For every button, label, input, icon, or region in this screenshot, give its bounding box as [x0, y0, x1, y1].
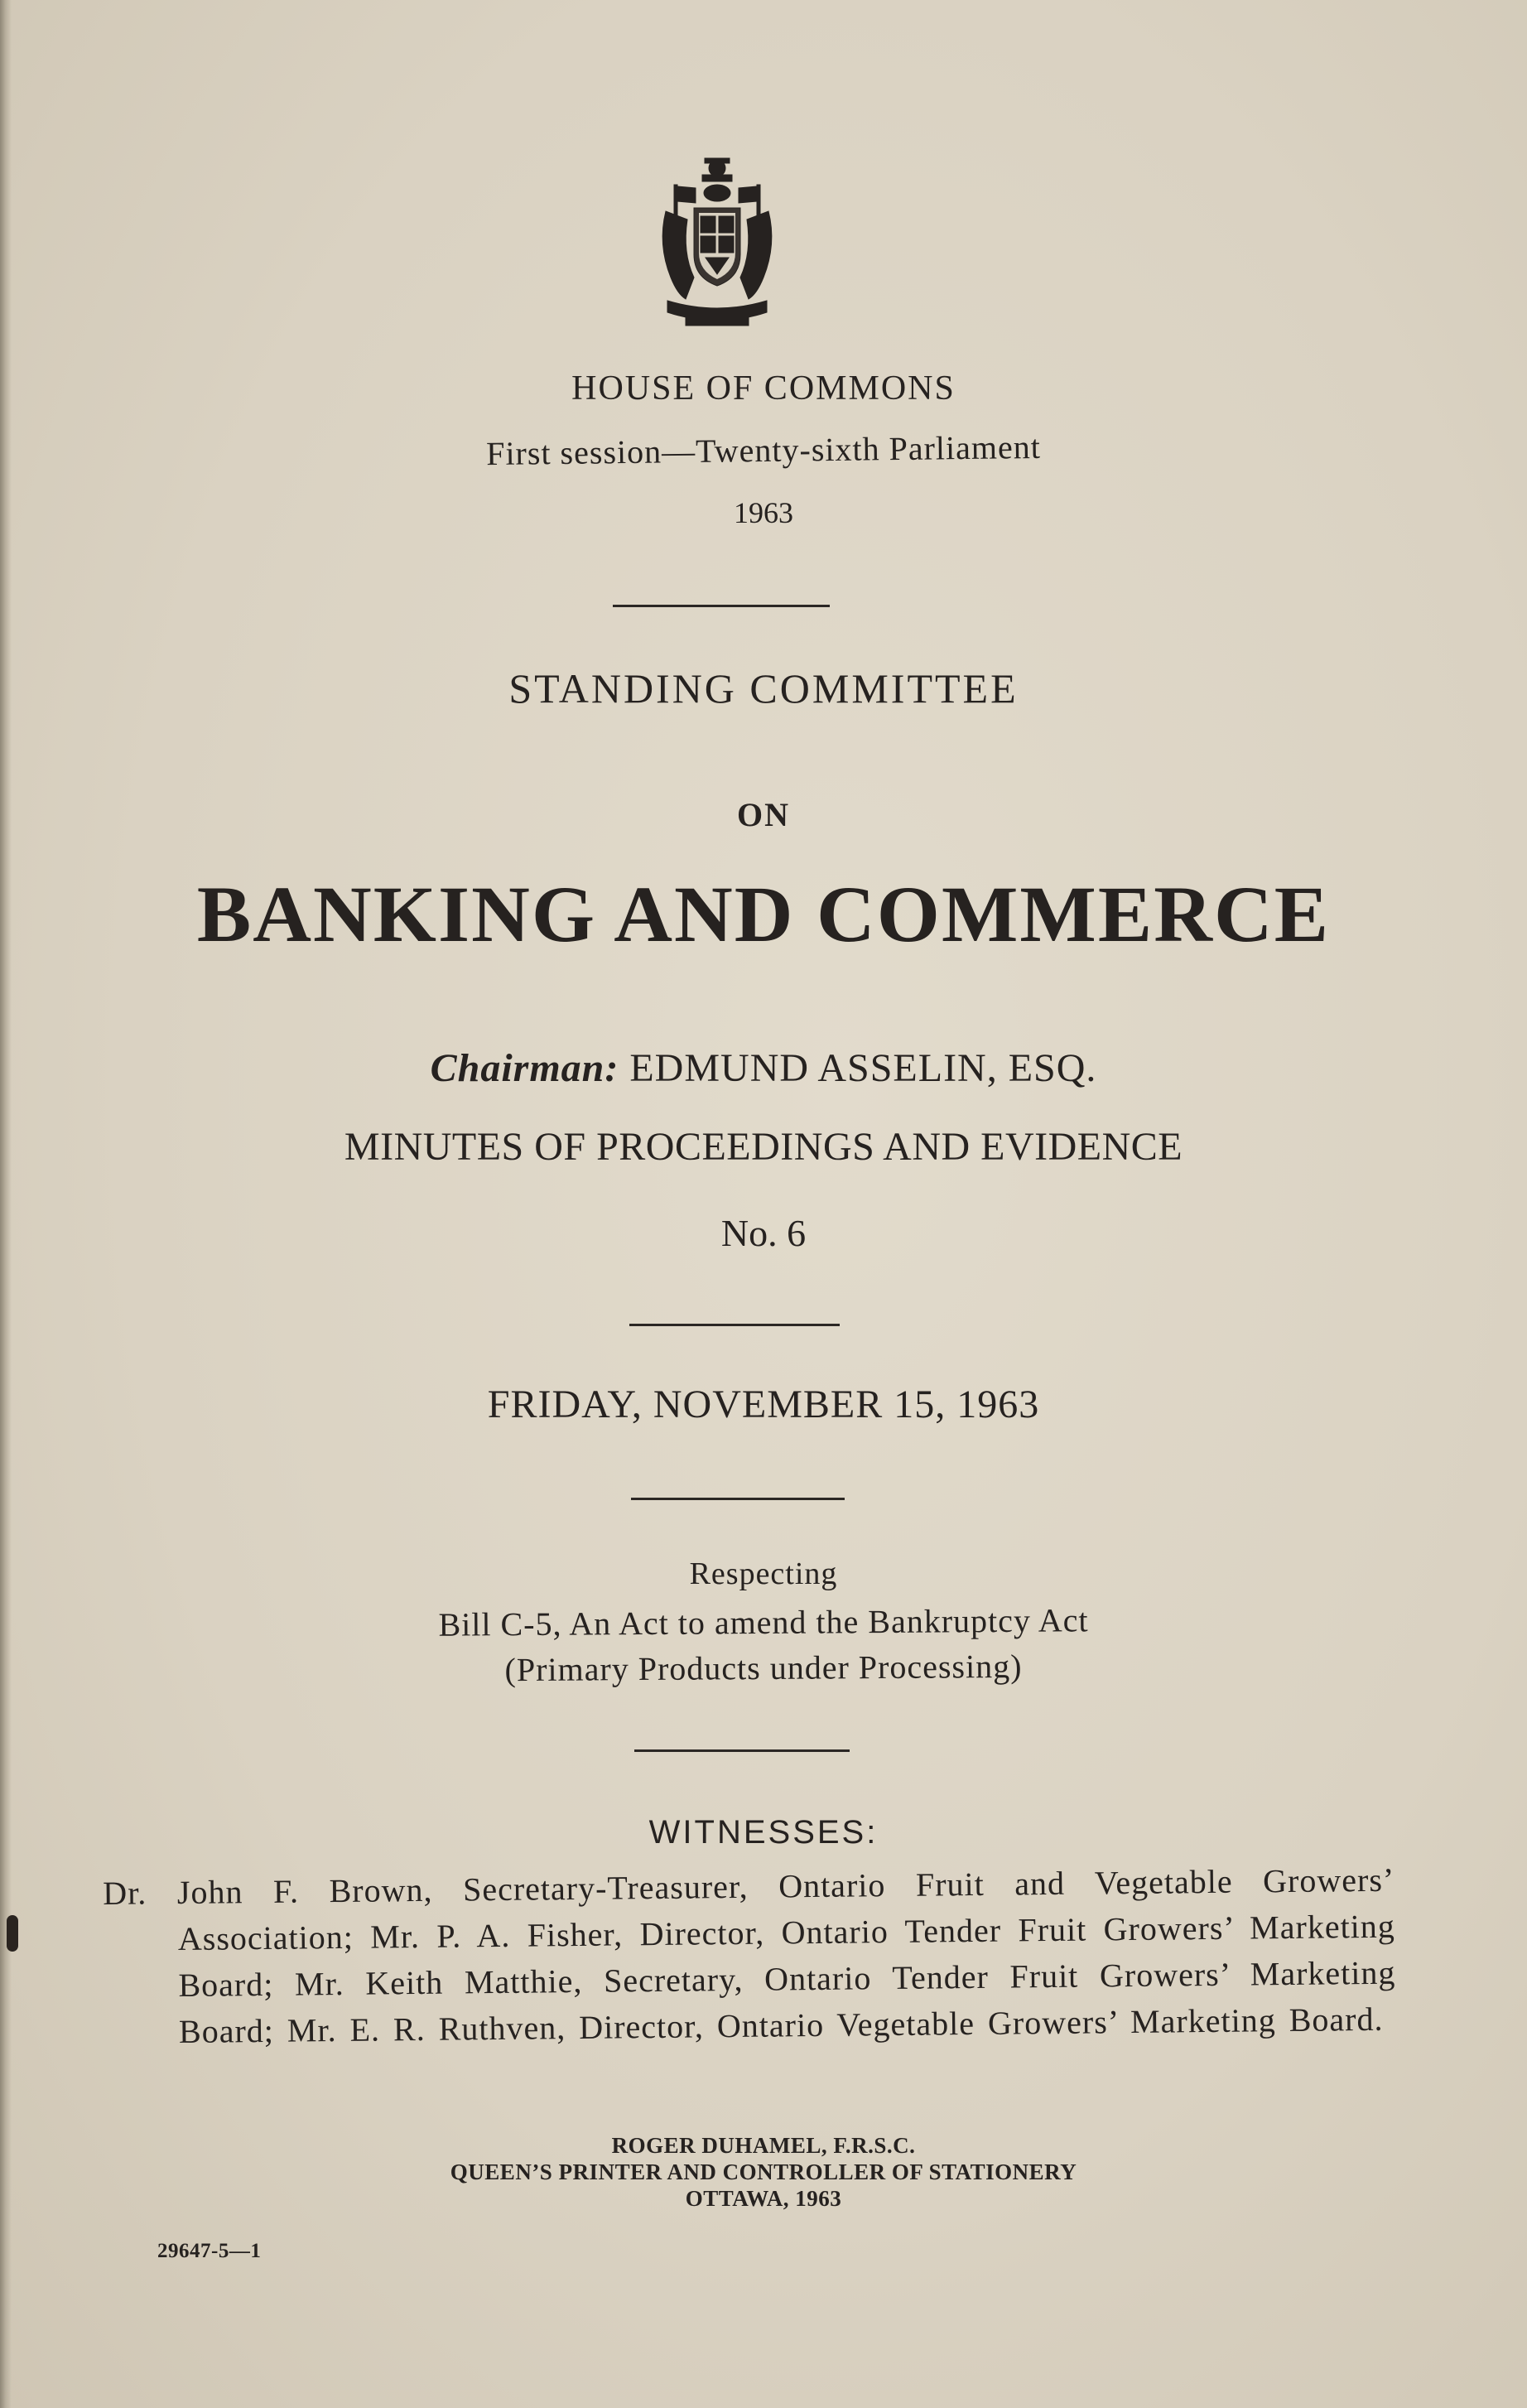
issue-number: No. 6 — [720, 1212, 807, 1254]
witnesses-heading: WITNESSES: — [648, 1814, 879, 1851]
session-line: First session—Twenty-sixth Parliament — [485, 427, 1042, 473]
on-heading: ON — [737, 796, 790, 833]
divider — [631, 1498, 845, 1500]
proceedings-title: MINUTES OF PROCEEDINGS AND EVIDENCE — [344, 1125, 1183, 1169]
coat-of-arms-icon — [653, 153, 782, 335]
divider — [634, 1749, 850, 1752]
printer-place: OTTAWA, 1963 — [685, 2186, 842, 2211]
print-code: 29647-5—1 — [157, 2240, 262, 2262]
bill-subtitle: (Primary Products under Processing) — [504, 1647, 1023, 1689]
witnesses-list: Dr. John F. Brown, Secretary-Treasurer, Ontario Fruit and Vegetable Growers’ Association; Mr. P. A. Fisher, Director, Ontario Tender Fruit Growers’ Marketing Board; Mr. Keith Matthie, Secretary, Ontario Tender Fruit Growers’ Marketing Board; Mr. E. R. Ruthven, Director, Ontario Vegetable Growers’ Marketing Board. — [103, 1860, 1396, 2051]
page-edge — [0, 0, 12, 2408]
chairman-line — [0, 1045, 1527, 1091]
binding-mark — [7, 1915, 18, 1952]
meeting-date: FRIDAY, NOVEMBER 15, 1963 — [487, 1383, 1040, 1426]
divider — [629, 1324, 840, 1326]
printer-name: ROGER DUHAMEL, F.R.S.C. — [611, 2133, 916, 2158]
chairman-label: Chairman: — [430, 1046, 619, 1090]
committee-name: BANKING AND COMMERCE — [196, 870, 1331, 958]
printer-title: QUEEN’S PRINTER AND CONTROLLER OF STATIONERY — [450, 2159, 1077, 2184]
bill-title: Bill C-5, An Act to amend the Bankruptcy Act — [438, 1601, 1089, 1643]
house-title: HOUSE OF COMMONS — [571, 369, 956, 408]
year: 1963 — [734, 496, 793, 529]
standing-committee-heading: STANDING COMMITTEE — [508, 665, 1019, 712]
divider — [613, 605, 830, 607]
chairman-name: EDMUND ASSELIN, ESQ. — [629, 1046, 1097, 1090]
respecting-label: Respecting — [689, 1556, 838, 1591]
